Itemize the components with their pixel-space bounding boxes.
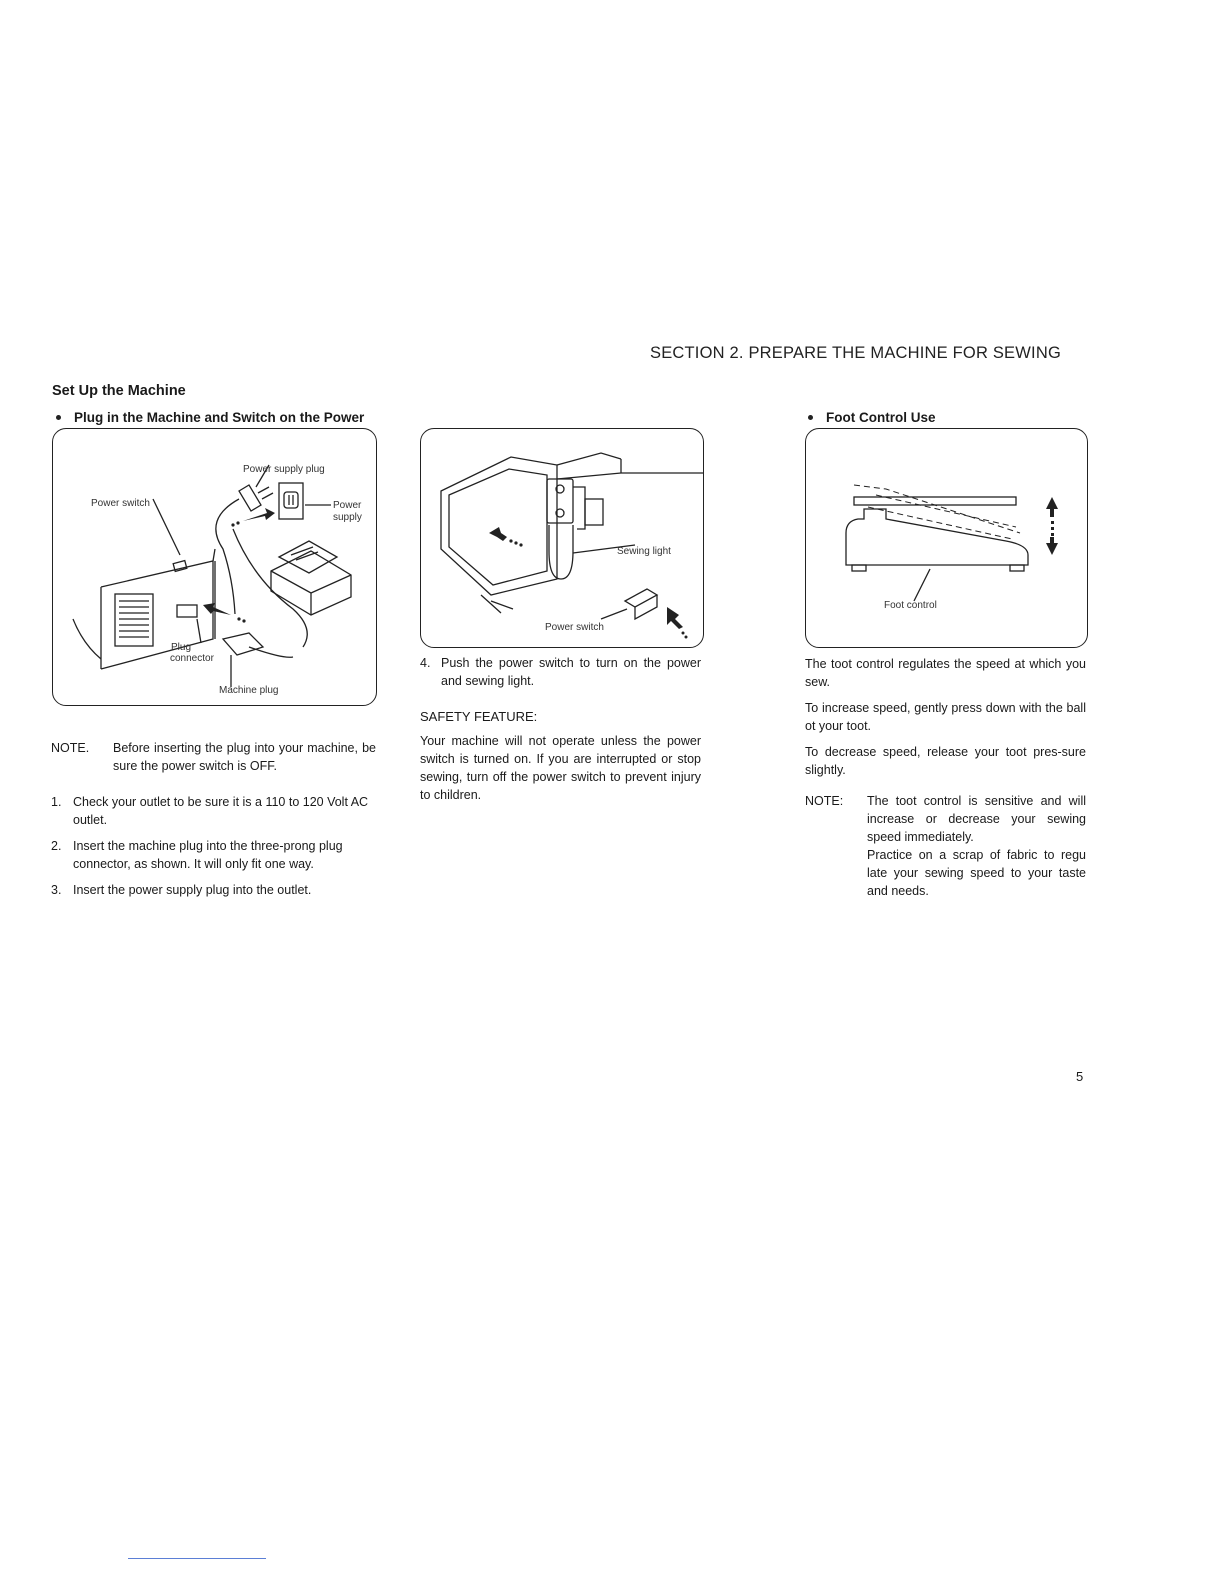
foot-control-text <box>805 655 1086 787</box>
list-item: 1. Check your outlet to be sure it is a 110 to 120 Volt AC outlet. <box>51 795 369 827</box>
safety-text: Your machine will not operate unless the power switch is turned on. If you are interrupted or stop sewing, turn off the power switch to prevent injury to children. <box>420 734 701 802</box>
setup-steps-list <box>51 793 376 907</box>
label-power-switch-mid: Power switch <box>545 622 604 633</box>
step-4: 4. Push the power switch to turn on the power and sewing light. <box>420 656 701 688</box>
subheading-plug-in-text: Plug in the Machine and Switch on the Power <box>74 410 365 425</box>
foot-control-para-3: To decrease speed, release your toot pres-sure slightly. <box>805 745 1086 777</box>
label-plug: Plug <box>171 642 192 653</box>
footer-rule <box>128 1558 266 1559</box>
subheading-foot-control-text: Foot Control Use <box>826 410 936 425</box>
list-item: 2. Insert the machine plug into the three-prong plug connector, as shown. It will only fit one way. <box>51 839 343 871</box>
section-header: SECTION 2. PREPARE THE MACHINE FOR SEWING <box>650 344 1061 362</box>
label-power-supply-plug: Power supply plug <box>243 464 325 475</box>
note-label: NOTE. <box>51 741 90 755</box>
label-supply: supply <box>333 512 362 523</box>
left-note <box>51 739 376 775</box>
right-note <box>805 792 1086 900</box>
foot-control-para-2: To increase speed, gently press down with the ball ot your toot. <box>805 701 1086 733</box>
label-connector: connector <box>170 653 214 664</box>
foot-control-para-1: The toot control regulates the speed at which you sew. <box>805 657 1086 689</box>
power-switch-illustration <box>421 429 703 647</box>
page-title: Set Up the Machine <box>52 383 186 399</box>
figure-power-switch <box>420 428 704 648</box>
figure-foot-control <box>805 428 1088 648</box>
label-foot-control: Foot control <box>884 600 937 611</box>
list-item: 3. Insert the power supply plug into the outlet. <box>51 883 312 897</box>
safety-heading: SAFETY FEATURE: <box>420 709 538 724</box>
bullet-icon <box>56 415 61 420</box>
figure-plug-in-machine <box>52 428 377 706</box>
note-text: The toot control is sensitive and will increase or decrease your sewing speed immediately. Practice on a scrap of fabric to regu late your sewing speed to your taste and needs. <box>867 794 1086 898</box>
label-power: Power <box>333 500 362 511</box>
bullet-icon <box>808 415 813 420</box>
label-sewing-light: Sewing light <box>617 546 671 557</box>
subheading-foot-control <box>805 410 936 425</box>
label-machine-plug: Machine plug <box>219 685 279 696</box>
subheading-plug-in <box>53 410 364 425</box>
label-power-switch: Power switch <box>91 498 150 509</box>
note-text: Before inserting the plug into your machine, be sure the power switch is OFF. <box>113 741 376 773</box>
foot-control-illustration <box>806 429 1087 647</box>
page-number: 5 <box>1076 1069 1084 1084</box>
plug-in-illustration <box>53 429 376 705</box>
note-label: NOTE: <box>805 794 844 808</box>
